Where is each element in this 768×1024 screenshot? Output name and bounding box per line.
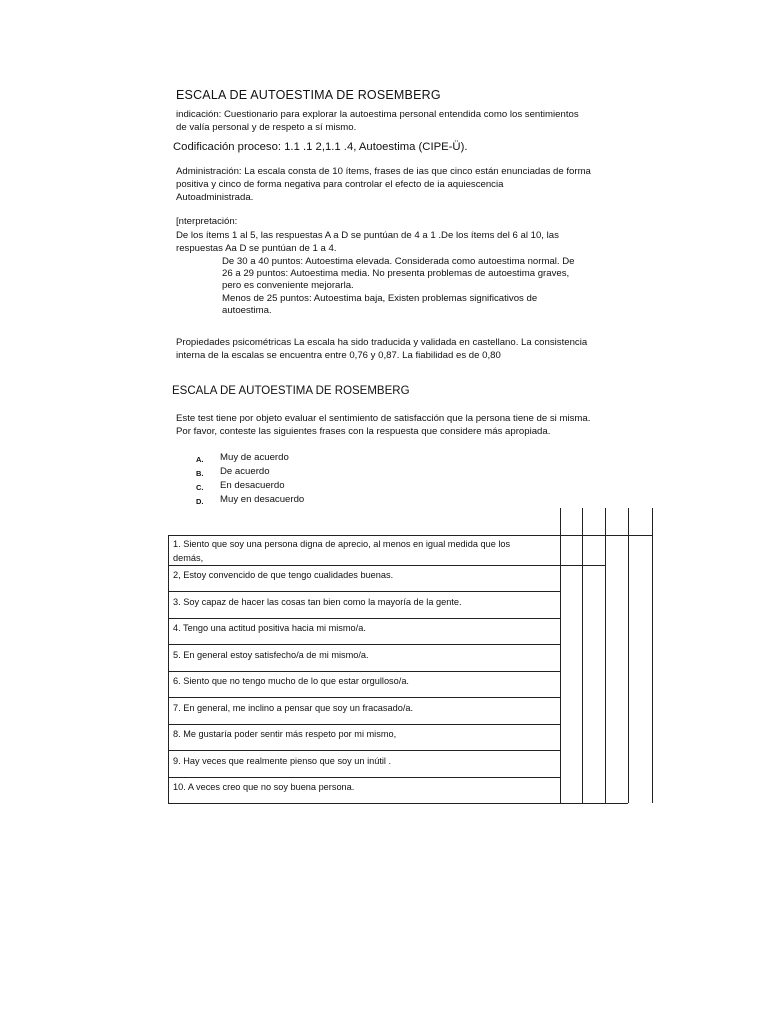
properties-line-1: Propiedades psicométricas La escala ha sido traducida y validada en castellano. La consistencia	[176, 337, 588, 348]
table-left-border	[168, 535, 169, 803]
row-border	[168, 565, 605, 566]
range-line-4: Menos de 25 puntos: Autoestima baja, Existen problemas significativos de	[222, 293, 538, 304]
indication-line-2: de valía personal y de respeto a sí mismo.	[176, 122, 357, 133]
row-border	[168, 535, 653, 536]
column-divider-4	[628, 508, 629, 803]
row-border	[168, 803, 628, 804]
question-5: 5. En general estoy satisfecho/a de mi mismo/a.	[173, 650, 369, 660]
question-1-line-2: demás,	[173, 553, 204, 563]
range-line-1: De 30 a 40 puntos: Autoestima elevada. Considerada como autoestima normal. De	[222, 256, 575, 267]
range-line-2: 26 a 29 puntos: Autoestima media. No presenta problemas de autoestima graves,	[222, 268, 570, 279]
row-border	[168, 618, 560, 619]
row-border	[168, 644, 560, 645]
interpretation-line-2: respuestas Aa D se puntúan de 1 a 4.	[176, 243, 337, 254]
option-text-c: En desacuerdo	[220, 480, 285, 491]
properties-line-2: interna de la escalas se encuentra entre 0,76 y 0,87. La fiabilidad es de 0,80	[176, 350, 501, 361]
question-9: 9. Hay veces que realmente pienso que soy un inútil .	[173, 756, 392, 766]
option-letter-b: B.	[196, 469, 204, 478]
column-divider-1	[560, 508, 561, 803]
question-1-line-1: 1. Siento que soy una persona digna de aprecio, al menos en igual medida que los	[173, 539, 511, 549]
option-text-b: De acuerdo	[220, 466, 270, 477]
question-6: 6. Siento que no tengo mucho de lo que estar orgulloso/a.	[173, 676, 409, 686]
interpretation-line-1: De los ítems 1 al 5, las respuestas A a D se puntúan de 4 a 1 .De los ítems del 6 al 10, las	[176, 230, 559, 241]
question-3: 3. Soy capaz de hacer las cosas tan bien como la mayoría de la gente.	[173, 597, 462, 607]
administration-line-3: Autoadministrada.	[176, 192, 254, 203]
row-border	[168, 697, 560, 698]
option-letter-a: A.	[196, 455, 204, 464]
administration-line-2: positiva y cinco de forma negativa para controlar el efecto de ia aquiescencia	[176, 179, 504, 190]
column-divider-5	[652, 508, 653, 803]
question-2: 2, Estoy convencido de que tengo cualidades buenas.	[173, 570, 394, 580]
range-line-5: autoestima.	[222, 305, 272, 316]
row-border	[168, 750, 560, 751]
option-text-a: Muy de acuerdo	[220, 452, 289, 463]
document-title: ESCALA DE AUTOESTIMA DE ROSEMBERG	[176, 88, 441, 102]
question-8: 8. Me gustaría poder sentir más respeto por mi mismo,	[173, 729, 397, 739]
column-divider-3	[605, 508, 606, 803]
test-intro-line-2: Por favor, conteste las siguientes frases con la respuesta que considere más apropiada.	[176, 426, 551, 437]
row-border	[168, 591, 560, 592]
test-intro-line-1: Este test tiene por objeto evaluar el sentimiento de satisfacción que la persona tiene de si misma.	[176, 413, 591, 424]
row-border	[168, 671, 560, 672]
administration-line-1: Administración: La escala consta de 10 ítems, frases de ias que cinco están enunciadas de forma	[176, 166, 591, 177]
option-letter-c: C.	[196, 483, 204, 492]
question-7: 7. En general, me inclino a pensar que soy un fracasado/a.	[173, 703, 414, 713]
codification-line: Codificación proceso: 1.1 .1 2,1.1 .4, Autoestima (CIPE-Ü).	[173, 141, 468, 153]
test-title: ESCALA DE AUTOESTIMA DE ROSEMBERG	[172, 385, 410, 397]
question-4: 4. Tengo una actitud positiva hacia mi mismo/a.	[173, 623, 366, 633]
option-text-d: Muy en desacuerdo	[220, 494, 305, 505]
row-border	[168, 777, 560, 778]
column-divider-2	[582, 508, 583, 803]
range-line-3: pero es conveniente mejorarla.	[222, 280, 354, 291]
option-letter-d: D.	[196, 497, 204, 506]
row-border	[168, 724, 560, 725]
interpretation-heading: [nterpretación:	[176, 216, 238, 227]
indication-line-1: indicación: Cuestionario para explorar la autoestima personal entendida como los sentimientos	[176, 109, 579, 120]
question-10: 10. A veces creo que no soy buena persona.	[173, 782, 355, 792]
